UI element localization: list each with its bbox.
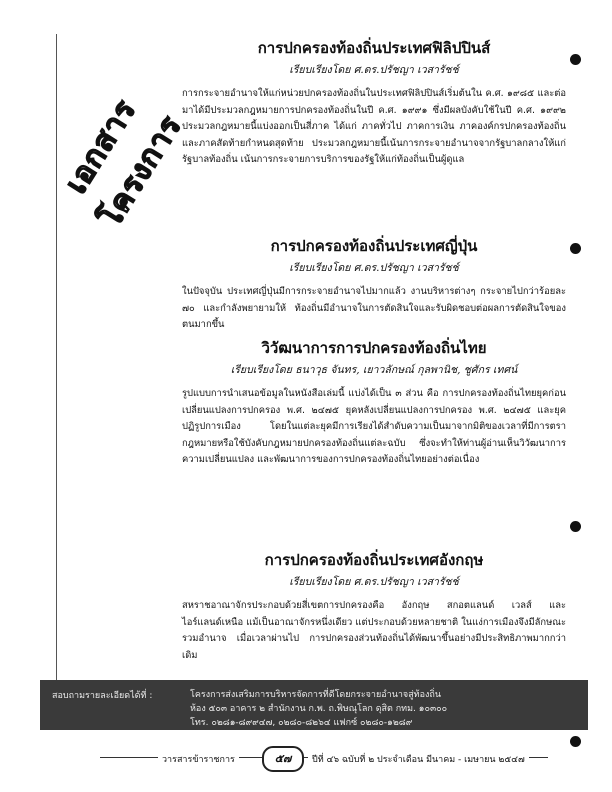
article-thailand <box>182 338 566 469</box>
contact-line: โครงการส่งเสริมการบริหารจัดการที่ดีโดยกระจายอำนาจสู่ท้องถิ่น <box>190 690 442 700</box>
article-byline: เรียบเรียงโดย ธนาวุธ จันทร, เยาวลักษณ์ กุลพานิช, ชูศักร เทศน์ <box>230 364 518 376</box>
binder-hole <box>570 243 581 254</box>
article-byline: เรียบเรียงโดย ศ.ดร.ปรัชญา เวสารัชช์ <box>289 576 459 588</box>
footer-journal: วารสารข้าราชการ <box>158 752 239 766</box>
section-label: เอกสารโครงการ <box>58 93 189 234</box>
article-philippines <box>182 38 566 169</box>
article-body: การกระจายอำนาจให้แก่หน่วยปกครองท้องถิ่นในประเทศฟิลิปปินส์เริ่มต้นใน ค.ศ. ๑๙๘๕ และต่อมาได้มีประมวลกฎหมายการปกครองท้องถิ่นในปี ค.ศ. ๑๙๙๑ ซึ่งมีผลบังคับใช้ในปี ค.ศ. ๑๙๙๒ ประมวลกฎหมายนี้แบ่งออกเป็นสี่ภาค ได้แก่ ภาคทั่วไป ภาคการเงิน ภาคองค์กรปกครองท้องถิ่น และภาคสัดท้ายกำหนดสุดท้าย ประมวลกฎหมายนี้เน้นการกระจายอำนาจจากรัฐบาลกลางให้แก่รัฐบาลท้องถิ่น เน้นการกระจายการบริการของรัฐให้แก่ท้องถิ่นเป็นผู้ดูแล <box>182 88 566 165</box>
contact-line: ห้อง ๕๐๓ อาคาร ๒ สำนักงาน ก.พ. ถ.พิษณุโลก ดุสิต กทม. ๑๐๓๐๐ <box>190 704 448 714</box>
binder-hole <box>570 521 581 532</box>
article-body: ในปัจจุบัน ประเทศญี่ปุ่นมีการกระจายอำนาจไปมากแล้ว งานบริหารต่างๆ กระจายไปกว่าร้อยละ ๗๐ และกำลังพยายามให้ ท้องถิ่นมีอำนาจในการตัดสินใจและรับผิดชอบต่อผลการตัดสินใจของตนมากขึ้น <box>182 286 566 330</box>
margin-rule <box>56 34 57 724</box>
article-title: การปกครองท้องถิ่นประเทศญี่ปุ่น <box>270 237 478 255</box>
article-title: วิวัฒนาการการปกครองท้องถิ่นไทย <box>261 339 487 357</box>
article-title: การปกครองท้องถิ่นประเทศฟิลิปปินส์ <box>257 39 491 57</box>
article-body: รูปแบบการนำเสนอข้อมูลในหนังสือเล่มนี้ แบ่งได้เป็น ๓ ส่วน คือ การปกครองท้องถิ่นไทยยุคก่อนเปลี่ยนแปลงการปกครอง พ.ศ. ๒๔๗๕ ยุคหลังเปลี่ยนแปลงการปกครอง พ.ศ. ๒๔๗๕ และยุคปฏิรูปการเมือง โดยในแต่ละยุคมีการเรียงได้สำดับความเป็นมาจากมิติของเวลาที่มีการตรากฎหมายหรือใช้บังคับกฎหมายปกครองท้องถิ่นแต่ละฉบับ ซึ่งจะทำให้ท่านผู้อ่านเห็นวิวัฒนาการ ความเปลี่ยนแปลง และพัฒนาการของการปกครองท้องถิ่นไทยอย่างต่อเนื่อง <box>182 388 566 465</box>
contact-line: โทร. ๐๒๘๑-๘๙๙๔๗, ๐๒๘๐-๘๒๖๔ แฟกซ์ ๐๒๘๐-๑๒๘๙ <box>190 718 413 728</box>
contact-label: สอบถามรายละเอียดได้ที่ : <box>52 691 153 701</box>
article-byline: เรียบเรียงโดย ศ.ดร.ปรัชญา เวสารัชช์ <box>289 64 459 76</box>
contact-banner <box>40 680 588 730</box>
article-japan <box>182 236 566 334</box>
article-byline: เรียบเรียงโดย ศ.ดร.ปรัชญา เวสารัชช์ <box>289 262 459 274</box>
article-england <box>182 550 566 664</box>
contact-details <box>190 688 580 730</box>
article-body: สหราชอาณาจักรประกอบด้วยสี่เขตการปกครองคือ อังกฤษ สกอตแลนด์ เวลส์ และไอร์แลนด์เหนือ แม้เป็นอาณาจักรหนึ่งเดียว แต่ประกอบด้วยหลายชาติ ในแง่การเมืองจึงมีลักษณะรวมอำนาจ เมื่อเวลาผ่านไป การปกครองส่วนท้องถิ่นได้พัฒนาขึ้นอย่างมีประสิทธิภาพมากกว่าเดิม <box>182 600 566 661</box>
binder-hole <box>570 54 581 65</box>
page-footer <box>40 746 588 770</box>
article-title: การปกครองท้องถิ่นประเทศอังกฤษ <box>264 551 484 569</box>
page-number: ๕๗ <box>262 746 304 772</box>
footer-issue: ปีที่ ๔๖ ฉบับที่ ๒ ประจำเดือน มีนาคม - เมษายน ๒๕๔๗ <box>308 752 529 766</box>
